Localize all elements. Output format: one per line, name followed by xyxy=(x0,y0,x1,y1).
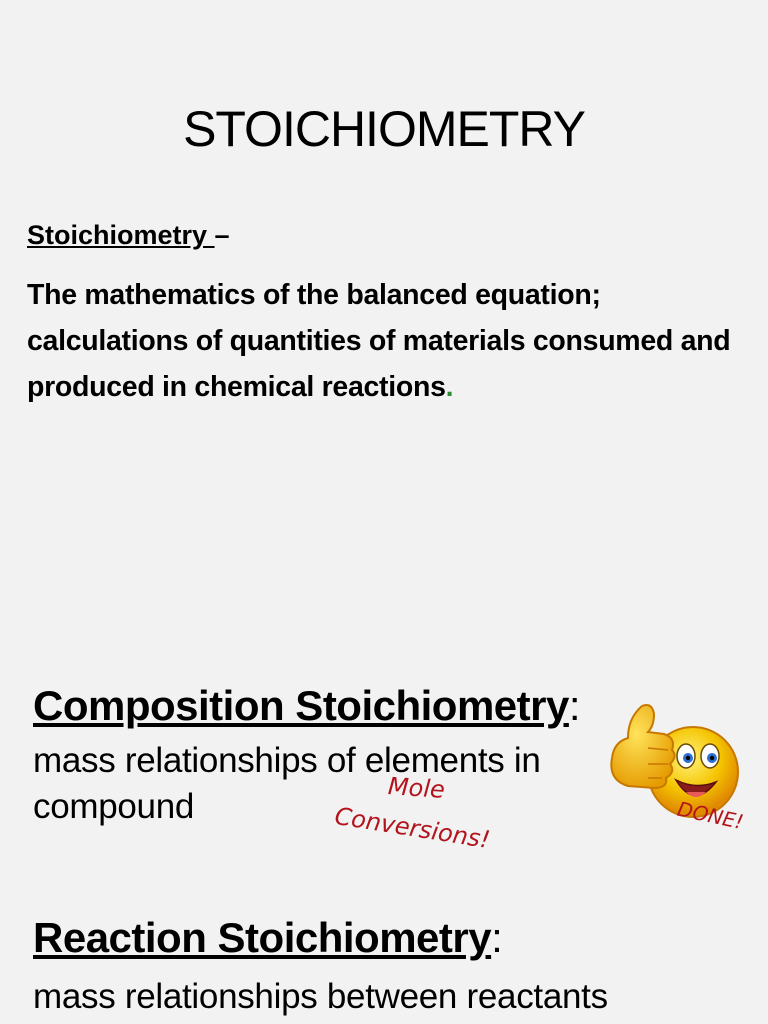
reaction-heading-label: Reaction Stoichiometry xyxy=(33,914,492,961)
definition-term xyxy=(27,220,230,251)
composition-description: mass relationships of elements in compound xyxy=(33,741,541,826)
done-label: DONE! xyxy=(675,796,746,835)
definition-dash: – xyxy=(214,220,230,250)
annotation-conversions: Conversions! xyxy=(332,801,492,855)
thumbs-up-smiley-icon xyxy=(598,690,758,850)
definition-text: The mathematics of the balanced equation; calculations of quantities of materials consumed and produced in chemical reactions xyxy=(27,279,731,403)
definition-period: . xyxy=(445,371,454,403)
reaction-description: mass relationships between reactants xyxy=(33,977,608,1016)
slide-title: STOICHIOMETRY xyxy=(183,101,585,157)
reaction-heading xyxy=(33,914,502,962)
composition-heading xyxy=(33,682,580,730)
definition-term-label: Stoichiometry xyxy=(27,220,215,250)
definition-body xyxy=(27,272,747,410)
composition-heading-label: Composition Stoichiometry xyxy=(33,682,569,729)
reaction-colon: : xyxy=(491,914,503,961)
composition-colon: : xyxy=(568,682,581,729)
annotation-mole: Mole xyxy=(387,772,446,804)
